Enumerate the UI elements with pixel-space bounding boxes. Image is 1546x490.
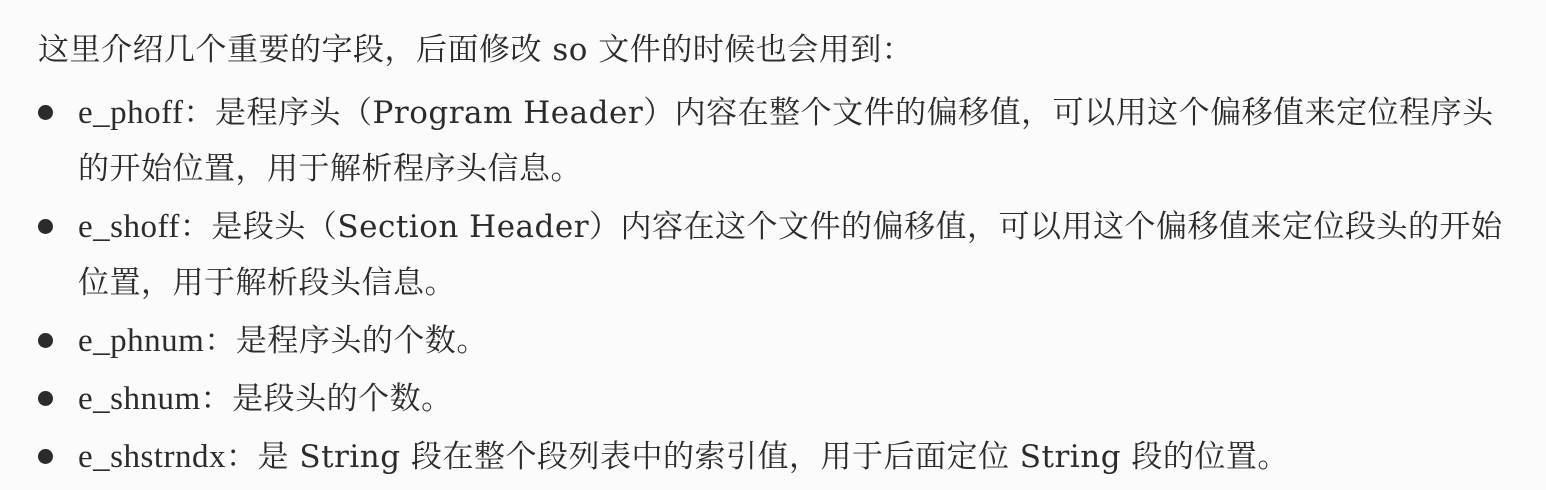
field-name: e_shstrndx [78, 439, 226, 475]
bullet-icon [38, 391, 53, 406]
list-item-e-phnum [38, 313, 1508, 369]
field-name: e_shnum [78, 381, 201, 417]
bullet-icon [38, 449, 53, 464]
list-item-e-phoff [38, 85, 1508, 197]
field-name: e_phnum [78, 323, 205, 359]
field-name: e_shoff [78, 209, 180, 245]
field-name: e_phoff [78, 95, 184, 131]
intro-paragraph: 这里介绍几个重要的字段，后面修改 so 文件的时候也会用到： [38, 32, 914, 68]
field-description: ：是程序头（Program Header）内容在整个文件的偏移值，可以用这个偏移值来定位程序头的开始位置，用于解析程序头信息。 [78, 95, 1494, 187]
field-description: ：是段头（Section Header）内容在这个文件的偏移值，可以用这个偏移值来定位段头的开始位置，用于解析段头信息。 [78, 209, 1503, 301]
field-description: ：是程序头的个数。 [204, 323, 488, 359]
bullet-icon [38, 105, 53, 120]
field-list [38, 85, 1508, 487]
bullet-icon [38, 219, 53, 234]
field-description: ：是 String 段在整个段列表中的索引值，用于后面定位 String 段的位置。 [226, 439, 1289, 475]
list-item-e-shoff [38, 199, 1508, 311]
list-item-e-shstrndx [38, 429, 1508, 485]
field-description: ：是段头的个数。 [200, 381, 453, 417]
list-item-e-shnum [38, 371, 1508, 427]
bullet-icon [38, 333, 53, 348]
